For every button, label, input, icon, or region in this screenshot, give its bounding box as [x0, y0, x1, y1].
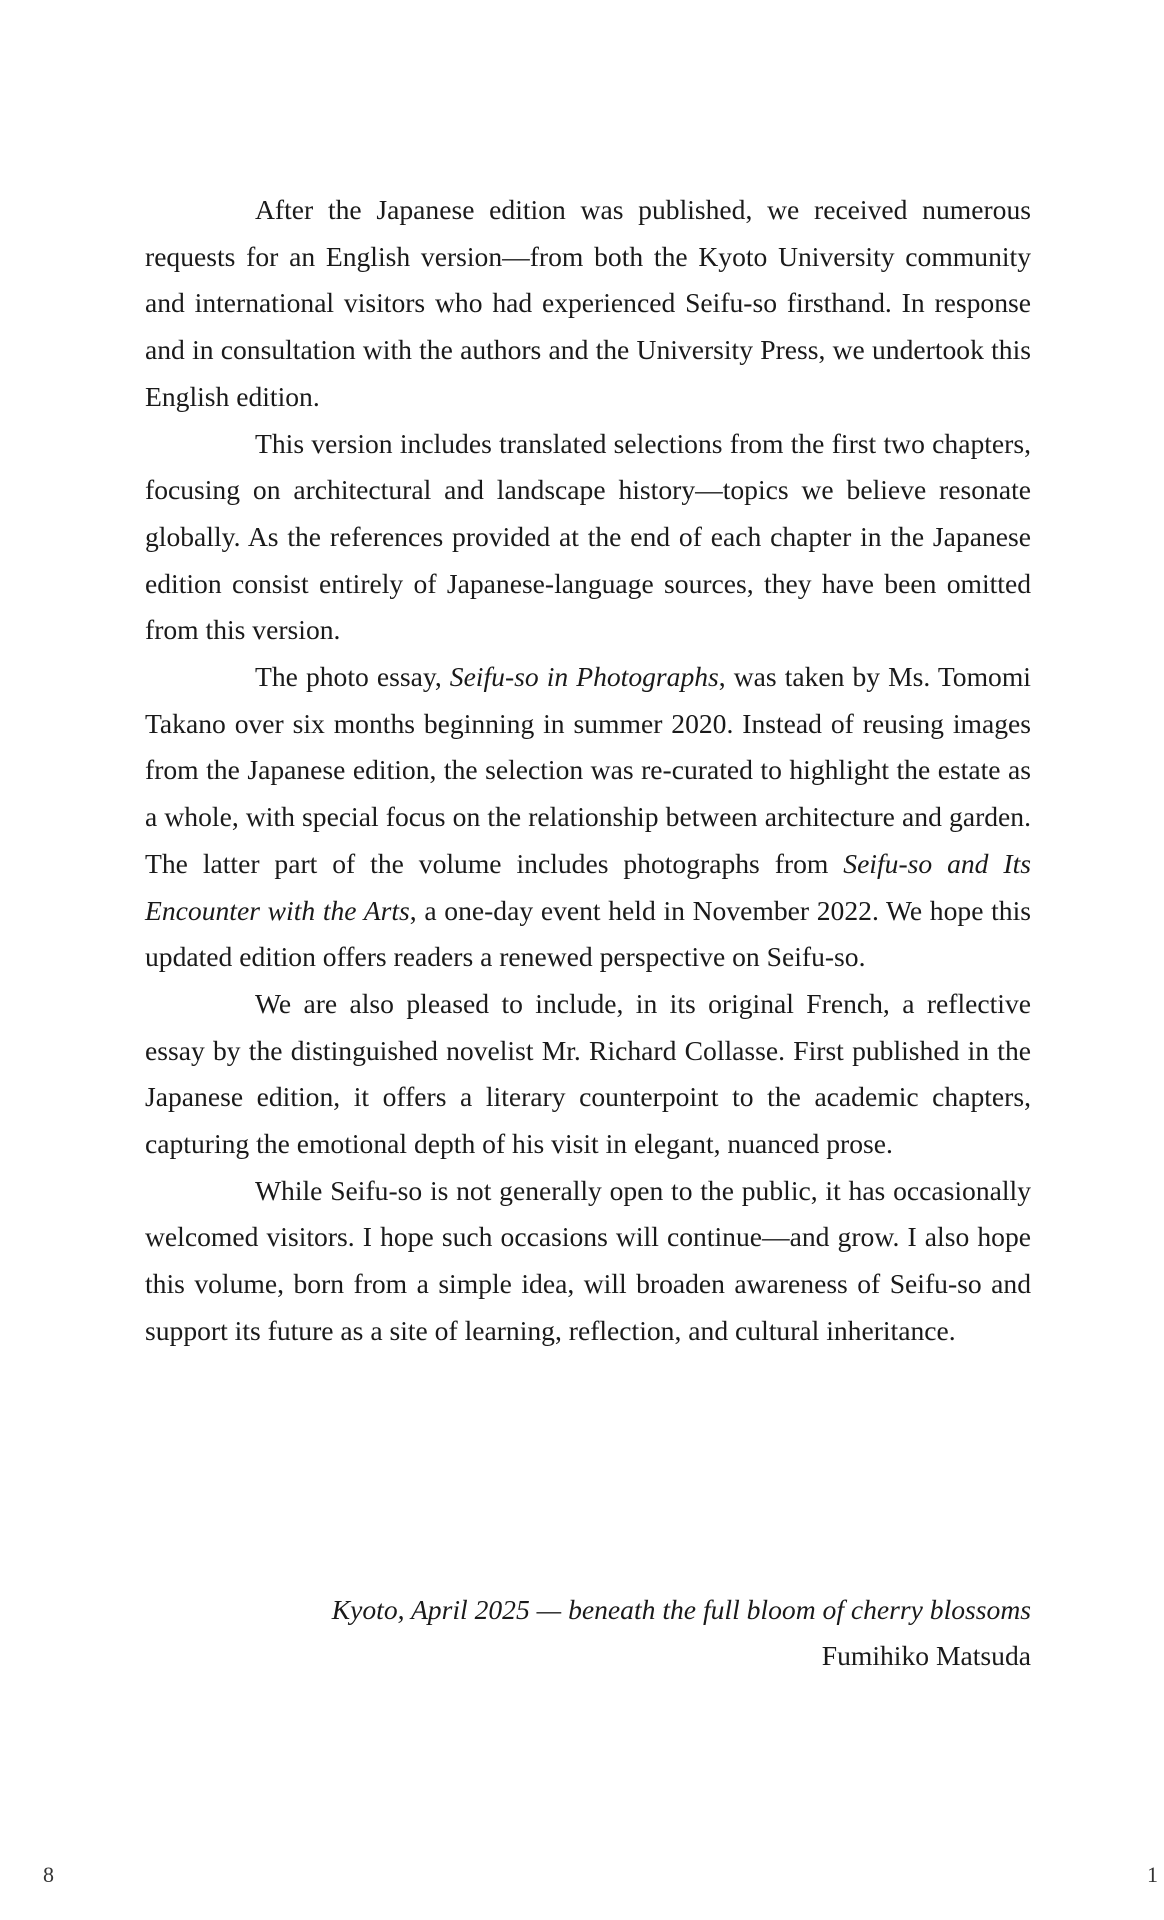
body-text [145, 187, 1031, 1355]
italic-title: Seifu-so in Photographs [449, 661, 719, 693]
paragraph [145, 654, 1031, 981]
paragraph [145, 187, 1031, 421]
page-number-right: 1 [1147, 1862, 1158, 1887]
text-run: After the Japanese edition was published, we received numerous requests for an English version—from both the Kyoto University community and international visitors who had experienced Seifu-so firsthand. In response and in consultation with the authors and the University Press, we undertook this English edition. [145, 194, 1031, 412]
paragraph [145, 421, 1031, 655]
text-run: , was taken by Ms. Tomomi Takano over six months beginning in summer 2020. Instead of reusing images from the Japanese edition, the selection was re-curated to highlight the estate as a whole, with special focus on the relationship between architecture and garden. The latter part of the volume includes photographs from [145, 661, 1031, 879]
signature-author: Fumihiko Matsuda [821, 1640, 1031, 1671]
signature-block [332, 1587, 1031, 1679]
text-run: , a one-day event held in November 2022. We hope this updated edition offers readers a renewed perspective on Seifu-so. [145, 894, 1031, 973]
page-number-left: 8 [43, 1862, 54, 1887]
text-run: We are also pleased to include, in its original French, a reflective essay by the distinguished novelist Mr. Richard Collasse. First published in the Japanese edition, it offers a literary counterpoint to the academic chapters, capturing the emotional depth of his visit in elegant, nuanced prose. [145, 987, 1031, 1160]
text-run: The photo essay, [255, 661, 450, 693]
text-run: While Seifu-so is not generally open to the public, it has occasionally welcomed visitors. I hope such occasions will continue—and grow. I also hope this volume, born from a simple idea, will broaden awareness of Seifu-so and support its future as a site of learning, reflection, and cultural inheritance. [145, 1174, 1031, 1346]
paragraph [145, 981, 1031, 1168]
signature-place-date: Kyoto, April 2025 — beneath the full bloom of cherry blossoms [331, 1594, 1031, 1625]
paragraph [145, 1168, 1031, 1355]
text-run: This version includes translated selections from the first two chapters, focusing on architectural and landscape history—topics we believe resonate globally. As the references provided at the end of each chapter in the Japanese edition consist entirely of Japanese-language sources, they have been omitted from this version. [145, 427, 1031, 646]
italic-title: Seifu-so and Its Encounter with the Arts [145, 847, 1031, 926]
